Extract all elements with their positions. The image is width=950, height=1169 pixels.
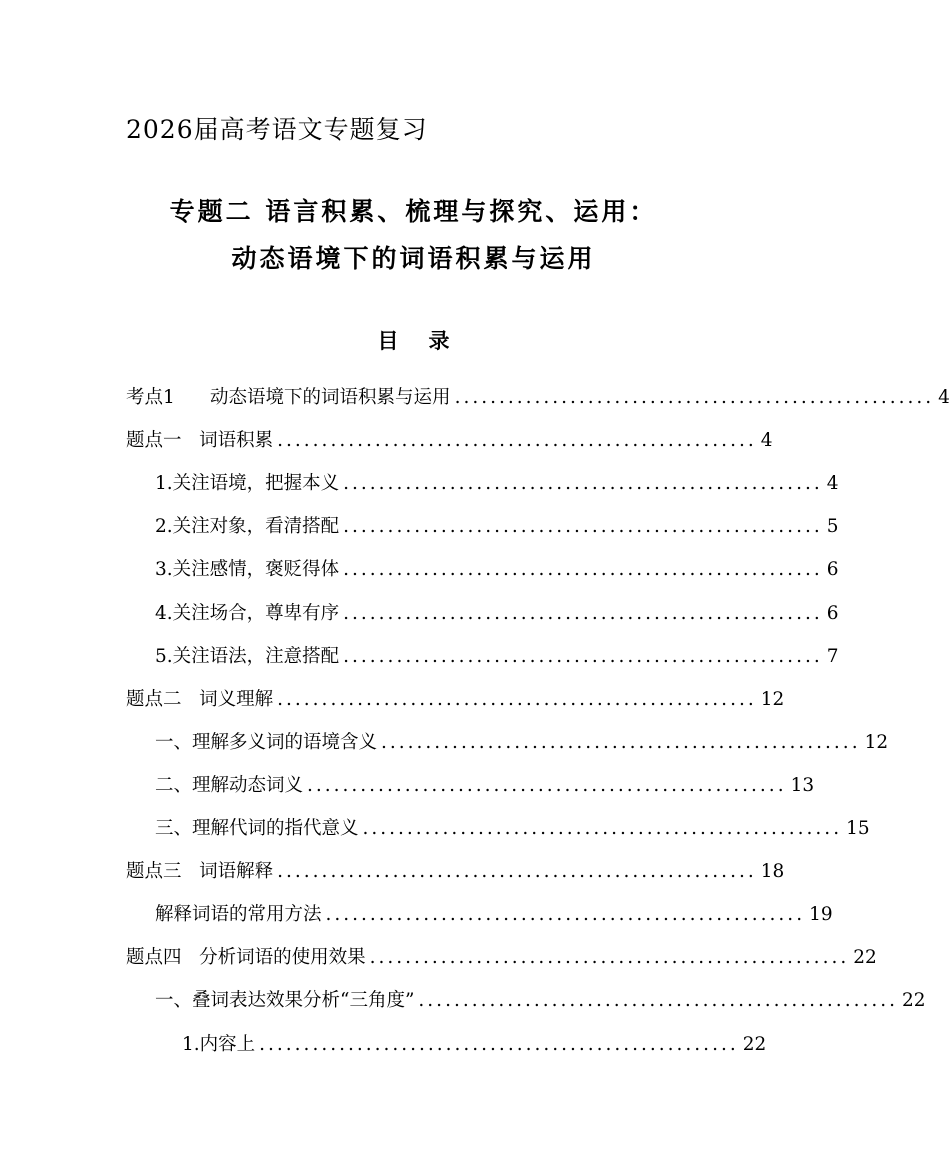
- toc-entry-label: 一、理解多义词的语境含义: [155, 731, 378, 753]
- toc-title: 目录: [377, 328, 480, 353]
- toc-entry-label: 1.关注语境，把握本义: [155, 473, 340, 495]
- toc-entry[interactable]: [126, 668, 785, 711]
- toc-entry[interactable]: [126, 754, 815, 797]
- toc-leader-dots: ......................................................: [418, 990, 898, 1012]
- toc-entry[interactable]: [126, 840, 785, 883]
- toc-entry-label: 解释词语的常用方法: [155, 904, 322, 926]
- toc-entry[interactable]: [126, 883, 833, 926]
- toc-entry-page: 13: [790, 774, 815, 796]
- toc-entry-label: 题点三 词语解释: [126, 861, 274, 883]
- toc-entry-label: 二、理解动态词义: [155, 774, 304, 796]
- toc-leader-dots: ......................................................: [343, 559, 823, 581]
- toc-entry-label: 三、理解代词的指代意义: [155, 818, 359, 840]
- toc-entry-label: 题点二 词义理解: [126, 688, 274, 710]
- toc-entry-label: 5.关注语法，注意搭配: [155, 645, 340, 667]
- toc-leader-dots: ......................................................: [343, 645, 823, 667]
- toc-leader-dots: ......................................................: [343, 473, 823, 495]
- toc-entry[interactable]: [126, 409, 773, 452]
- toc-entry-page: 4: [938, 387, 950, 409]
- toc-leader-dots: ......................................................: [277, 688, 757, 710]
- document-heading: 2026届高考语文专题复习: [126, 115, 428, 144]
- toc-entry-label: 一、叠词表达效果分析“三角度”: [155, 990, 415, 1012]
- toc-leader-dots: ......................................................: [277, 861, 757, 883]
- toc-leader-dots: ......................................................: [362, 818, 843, 840]
- toc-entry-page: 12: [760, 688, 785, 710]
- toc-entry[interactable]: [126, 711, 889, 754]
- toc-entry-page: 22: [742, 1033, 767, 1055]
- toc-leader-dots: ......................................................: [307, 774, 787, 796]
- toc-entry[interactable]: [126, 366, 950, 409]
- toc-entry-label: 题点一 词语积累: [126, 430, 274, 452]
- table-of-contents: [126, 366, 950, 1056]
- toc-entry-page: 15: [846, 818, 870, 840]
- toc-entry-label: 考点1 动态语境下的词语积累与运用: [126, 387, 451, 409]
- toc-leader-dots: ......................................................: [325, 904, 806, 926]
- toc-entry-page: 5: [826, 516, 839, 538]
- toc-entry-page: 4: [826, 473, 839, 495]
- toc-entry-page: 22: [853, 947, 877, 969]
- toc-entry-page: 12: [864, 731, 889, 753]
- toc-entry-page: 4: [760, 430, 773, 452]
- toc-entry[interactable]: [126, 495, 839, 538]
- toc-entry-page: 6: [826, 559, 839, 581]
- toc-leader-dots: ......................................................: [343, 602, 823, 624]
- toc-entry[interactable]: [126, 797, 870, 840]
- toc-entry-page: 18: [760, 861, 785, 883]
- toc-entry-label: 题点四 分析词语的使用效果: [126, 947, 366, 969]
- toc-entry-label: 3.关注感情，褒贬得体: [155, 559, 340, 581]
- toc-leader-dots: ......................................................: [369, 947, 850, 969]
- toc-leader-dots: ......................................................: [259, 1033, 739, 1055]
- toc-entry[interactable]: [126, 1012, 767, 1055]
- toc-entry[interactable]: [126, 926, 877, 969]
- toc-leader-dots: ......................................................: [381, 731, 861, 753]
- toc-entry-label: 1.内容上: [182, 1033, 256, 1055]
- toc-entry-page: 7: [826, 645, 839, 667]
- toc-leader-dots: ......................................................: [343, 516, 823, 538]
- toc-entry-page: 19: [809, 904, 833, 926]
- toc-entry[interactable]: [126, 969, 926, 1012]
- toc-entry[interactable]: [126, 452, 839, 495]
- toc-entry[interactable]: [126, 581, 839, 624]
- document-title-line2: 动态语境下的词语积累与运用: [231, 244, 596, 273]
- toc-entry-label: 2.关注对象，看清搭配: [155, 516, 340, 538]
- toc-entry[interactable]: [126, 625, 839, 668]
- toc-entry[interactable]: [126, 538, 839, 581]
- document-title-line1: 专题二 语言积累、梳理与探究、运用：: [169, 197, 658, 226]
- toc-entry-page: 6: [826, 602, 839, 624]
- toc-entry-page: 22: [901, 990, 926, 1012]
- toc-leader-dots: ......................................................: [277, 430, 757, 452]
- toc-entry-label: 4.关注场合，尊卑有序: [155, 602, 340, 624]
- toc-leader-dots: ......................................................: [454, 387, 935, 409]
